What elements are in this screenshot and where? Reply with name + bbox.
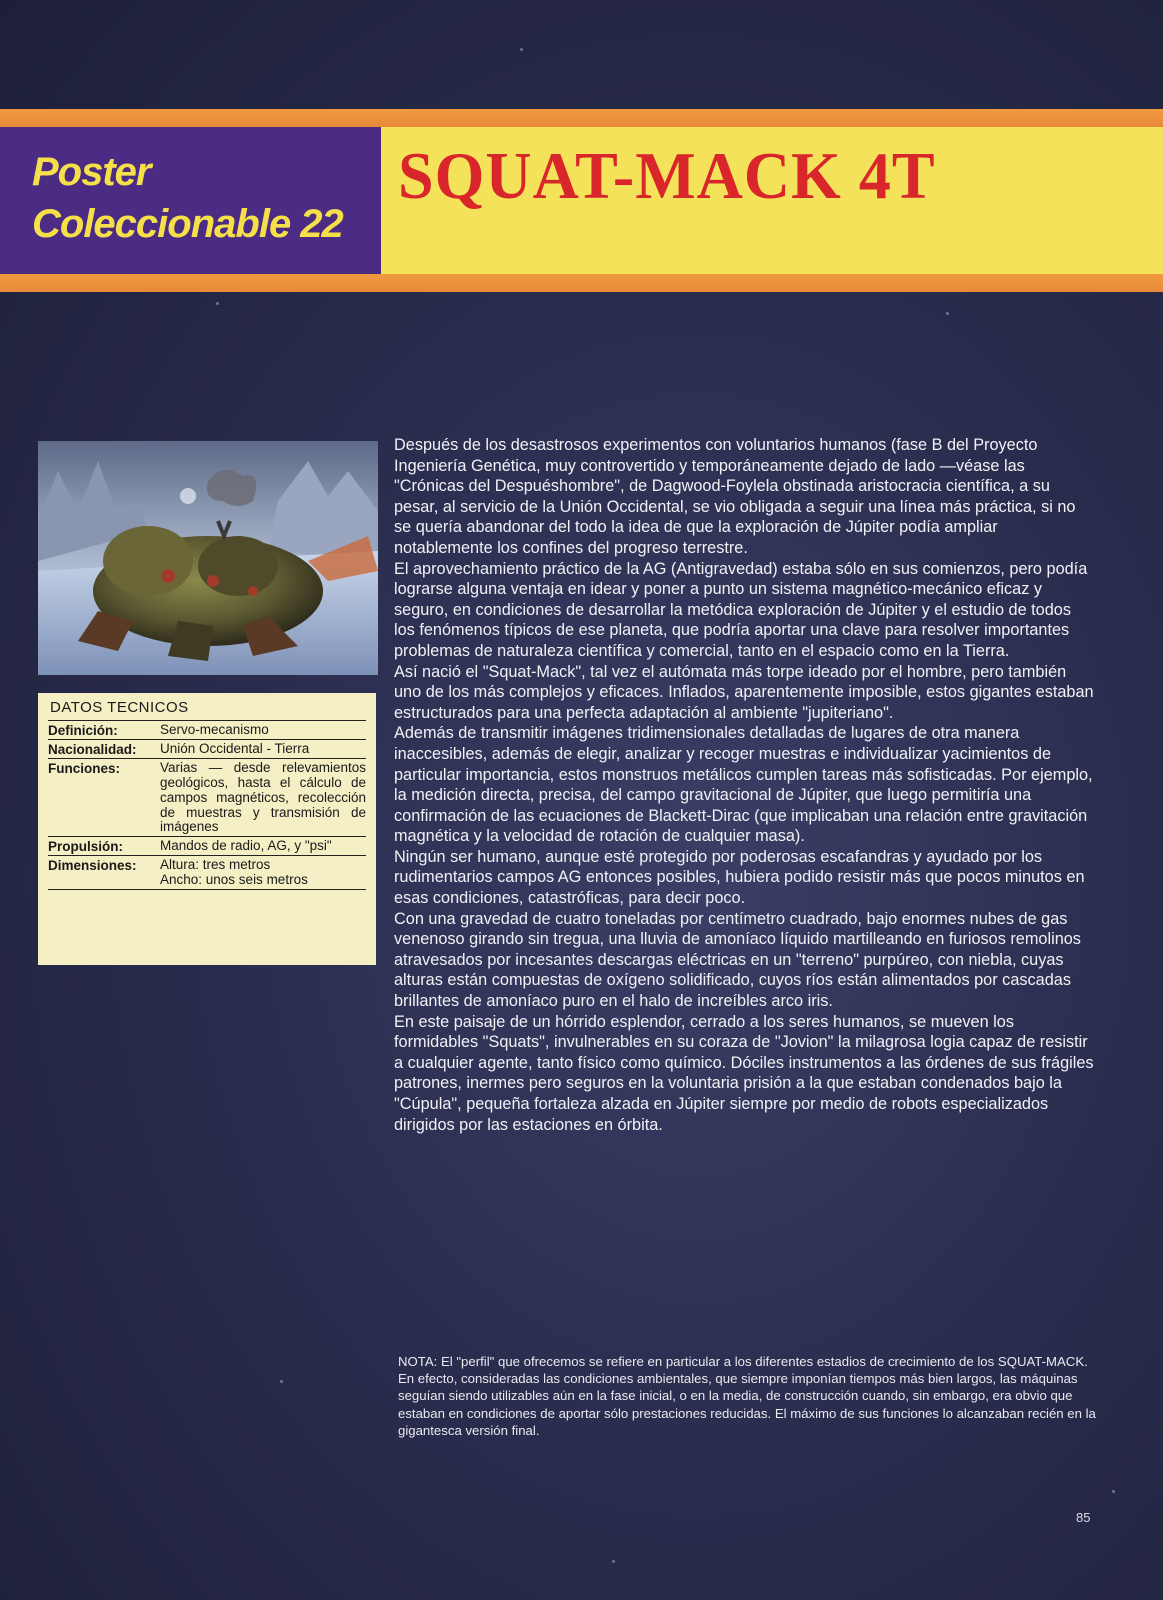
star-speck (520, 48, 523, 51)
article-paragraph: Además de transmitir imágenes tridimensionales detalladas de lugares de otra manera inaccesibles, además de elegir, analizar y recoger muestras e individualizar yacimientos de particular importancia, estos monstruos metálicos cumplen tareas más sofisticadas. Por ejemplo, la medición directa, precisa, del campo gravitacional de Júpiter, que luego permitiría una confirmación de las ecuaciones de Blackett-Dirac (que implicaban una relación entre gravitación magnética y la velocidad de rotación de cualquier masa). (394, 724, 1093, 846)
spec-row-propulsion (48, 836, 366, 855)
star-speck (612, 1560, 615, 1563)
article-paragraph: Así nació el "Squat-Mack", tal vez el autómata más torpe ideado por el hombre, pero también uno de los más complejos y eficaces. Inflados, aparentemente imposible, estos gigantes estaban estructurados para una perfecta adaptación al ambiente "jupiteriano". (394, 662, 1094, 722)
spec-value-line: Ancho: unos seis metros (160, 872, 308, 888)
star-speck (280, 1380, 283, 1383)
page-title: SQUAT-MACK 4T (398, 138, 936, 213)
spec-label: Nacionalidad: (48, 742, 137, 757)
technical-data-box (38, 693, 376, 965)
banner-top-stripe (0, 109, 1163, 127)
article-paragraph: El aprovechamiento práctico de la AG (Antigravedad) estaba sólo en sus comienzos, pero podía lograrse alguna ventaja en idear y poner a punto un sistema magnético-mecánico eficaz y seguro, en condiciones de desarrollar la metódica exploración de Júpiter y el estudio de todos los fenómenos típicos de ese planeta, que podría aportar una clave para resolver importantes problemas de naturaleza científica y comercial, tanto en el espacio como en la Tierra. (394, 559, 1088, 660)
spec-row-definition (48, 720, 366, 739)
spec-label: Propulsión: (48, 839, 123, 855)
series-label-line1: Poster (32, 150, 151, 194)
article-paragraph: Con una gravedad de cuatro toneladas por centímetro cuadrado, bajo enormes nubes de gas venenoso girando sin tregua, una lluvia de amoníaco líquido martilleando en furiosos remolinos atravesados por incesantes descargas eléctricas en un "terreno" purpúreo, con niebla, cuyas alturas están compuestas de oxígeno solidificado, cuyos ríos están alimentados por cascadas brillantes de amoníaco puro en el halo de increíbles arco iris. (394, 909, 1081, 1011)
spec-value: Varias — desde relevamientos geológicos, hasta el cálculo de campos magnéticos, recolección de muestras y transmisión de imágenes (160, 760, 366, 835)
spec-label: Definición: (48, 723, 118, 738)
spec-value (160, 858, 366, 888)
article-paragraph: Después de los desastrosos experimentos con voluntarios humanos (fase B del Proyecto Ingeniería Genética, muy controvertido y temporáneamente dejado de lado —véase las "Crónicas del Despuéshombre", de Dagwood-Foylela obstinada aristocracia científica, a su pesar, al servicio de la Unión Occidental, se vio obligada a seguir una línea más práctica, si no se quería abandonar del todo la idea de que la exploración de Júpiter podía ampliar notablemente los confines del progreso terrestre. (394, 436, 1076, 557)
banner-bottom-stripe (0, 274, 1163, 292)
article-paragraph: Ningún ser humano, aunque esté protegido por poderosas escafandras y ayudado por los rudimentarios campos AG entonces posibles, hubiera podido resistir más que pocos minutos en esas condiciones, catastróficas, para decir poco. (394, 847, 1085, 908)
spec-value: Unión Occidental - Tierra (160, 741, 310, 756)
spec-row-dimensions (48, 855, 366, 889)
page-number: 85 (1076, 1510, 1091, 1525)
star-speck (1112, 1490, 1115, 1493)
article-body (394, 435, 1096, 1135)
technical-data-title: DATOS TECNICOS (50, 699, 189, 716)
spec-value-line: Altura: tres metros (160, 857, 271, 873)
spec-value: Servo-mecanismo (160, 722, 269, 737)
footnote: NOTA: El "perfil" que ofrecemos se refiere en particular a los diferentes estadios de crecimiento de los SQUAT-MACK. En efecto, consideradas las condiciones ambientales, que siempre imponían tiempos más bien largos, las máquinas seguían siendo utilizables aún en la fase inicial, o en la media, de construcción cuando, sin embargo, era obvio que estaban en condiciones de aportar sólo prestaciones reducidas. El máximo de sus funciones lo alcanzaban recién en la gigantesca versión final. (398, 1354, 1096, 1438)
robot-illustration-art (38, 441, 378, 675)
spec-bottom-rule (48, 889, 366, 890)
spec-value: Mandos de radio, AG, y "psi" (160, 838, 332, 854)
spec-row-functions (48, 758, 366, 836)
series-label-line2: Coleccionable 22 (32, 202, 343, 246)
spec-label: Funciones: (48, 761, 121, 776)
robot-illustration (38, 441, 378, 675)
spec-row-nationality (48, 739, 366, 758)
star-speck (946, 312, 949, 315)
star-speck (216, 302, 219, 305)
article-paragraph: En este paisaje de un hórrido esplendor, cerrado a los seres humanos, se mueven los formidables "Squats", invulnerables en su coraza de "Jovion" la milagrosa logia capaz de resistir a cualquier agente, tanto físico como químico. Dóciles instrumentos a las órdenes de sus frágiles patrones, inermes pero seguros en la voluntaria prisión a la que estaban condenados bajo la "Cúpula", pequeña fortaleza alzada en Júpiter siempre por medio de robots especializados dirigidos por las estaciones en órbita. (394, 1012, 1094, 1134)
spec-label: Dimensiones: (48, 858, 137, 874)
